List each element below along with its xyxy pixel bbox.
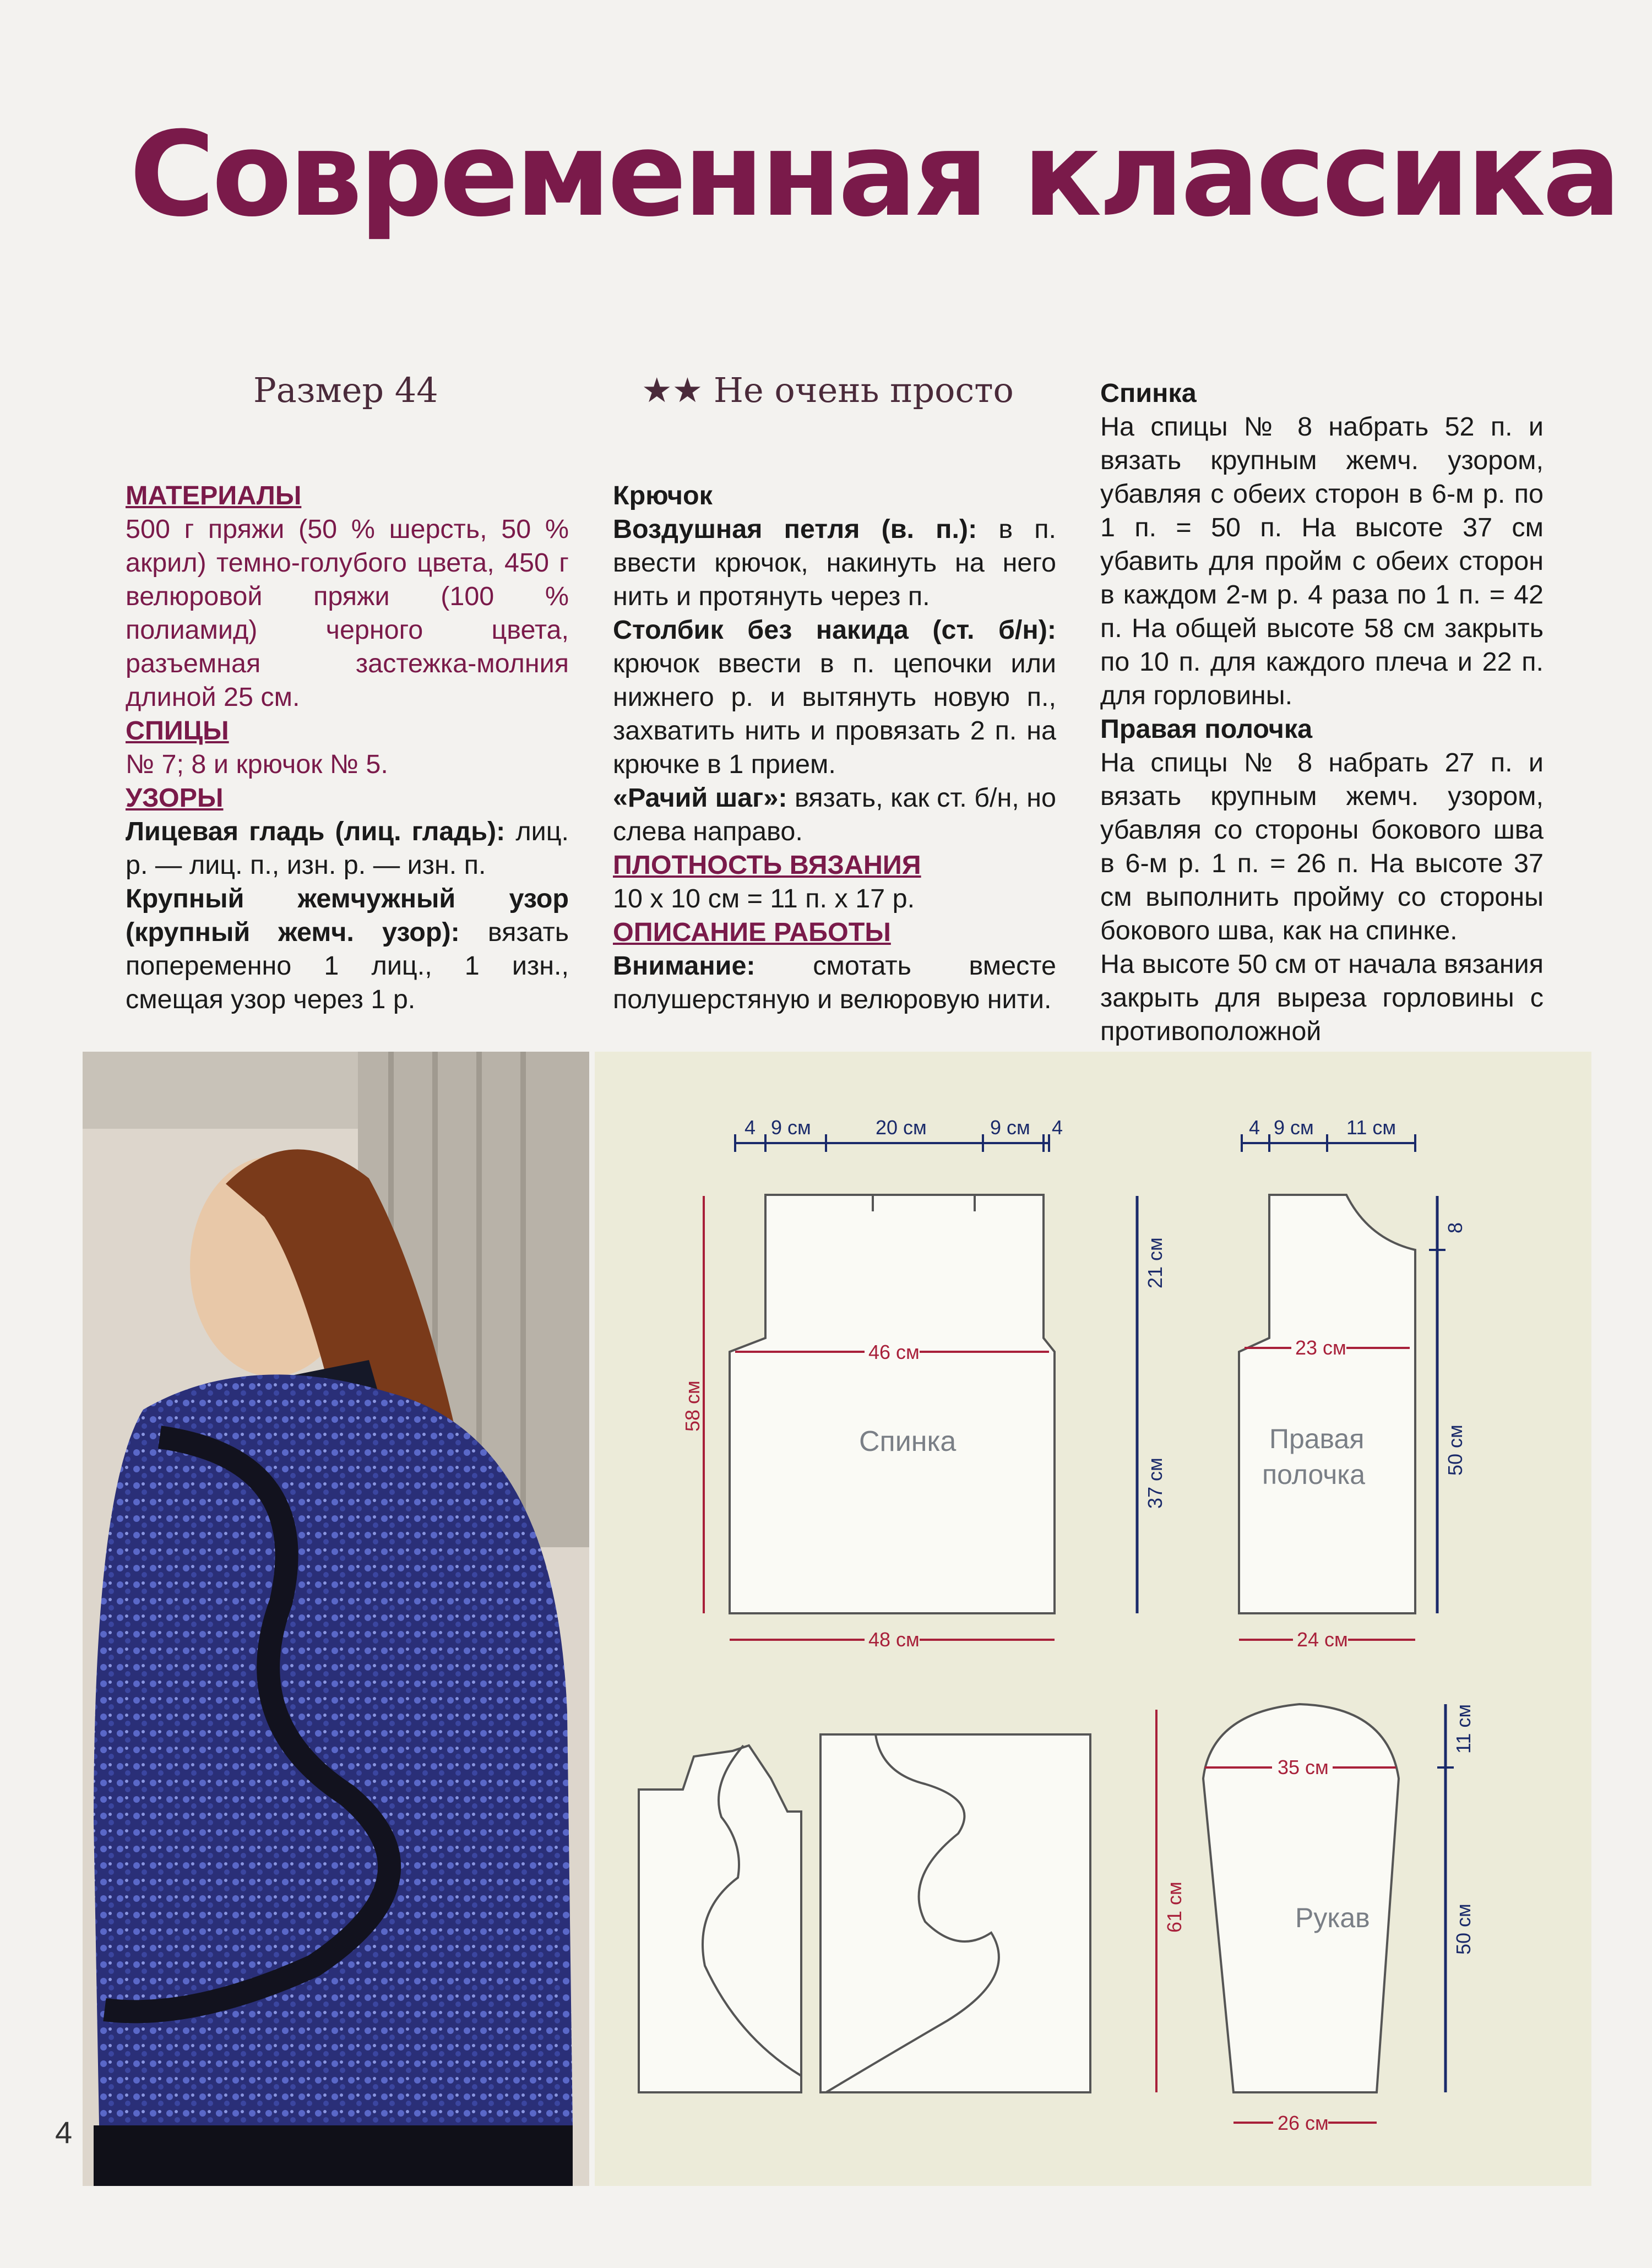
back-schematic <box>681 1116 1166 1654</box>
paragraph: 10 х 10 см = 11 п. х 17 р. <box>613 884 915 913</box>
front-width-mid: 23 см <box>1295 1336 1346 1359</box>
model-photo-illustration <box>83 1052 589 2186</box>
front-top-dim-2: 11 см <box>1346 1116 1396 1139</box>
front-width-bottom: 24 см <box>1297 1628 1348 1651</box>
term: «Рачий шаг»: <box>613 783 787 813</box>
definition: крючок ввести в п. цепочки или нижнего р. и вытянуть новую п., захватить нить и провязать 2 п. на крючке в 1 прием. <box>613 649 1056 779</box>
front-height-upper: 8 <box>1444 1222 1466 1233</box>
page-number: 4 <box>55 2115 73 2150</box>
back-top-dim-3: 9 см <box>990 1116 1030 1139</box>
back-top-dim-4: 4 <box>1052 1116 1063 1139</box>
sleeve-height-cap: 11 см <box>1452 1704 1475 1754</box>
definition: вязать, как ст. б/н, но слева направо. <box>613 783 1056 846</box>
back-height-lower: 37 см <box>1144 1457 1166 1509</box>
front-top-dim-1: 9 см <box>1274 1116 1314 1139</box>
front-height-total: 50 см <box>1444 1424 1466 1476</box>
definition: лиц. р. — лиц. п., изн. р. — изн. п. <box>126 817 569 880</box>
pattern-diagrams <box>595 1052 1591 2186</box>
definition: вязать попеременно 1 лиц., 1 изн., смещая узор через 1 р. <box>126 917 569 1014</box>
paragraph: На спицы № 8 набрать 52 п. и вязать крупным жемч. узором, убавляя с обеих сторон в 6-м р. по 1 п. = 50 п. На высоте 37 см убавить для пройм с обеих сторон в каждом 2-м р. 4 раза по 1 п. = 42 п. На общей высоте 58 см закрыть по 10 п. для каждого плеча и 22 п. для горловины. <box>1100 412 1544 710</box>
difficulty-label: Не очень просто <box>713 370 1014 410</box>
sleeve-width-top: 35 см <box>1278 1756 1329 1778</box>
paragraph: 500 г пряжи (50 % шерсть, 50 % акрил) темно-голубого цвета, 450 г велюровой пряжи (100 % полиамид) черного цвета, разъемная застежка-молния длиной 25 см. <box>126 514 569 712</box>
size-label: Размер 44 <box>253 370 438 410</box>
term: Воздушная петля (в. п.): <box>613 514 977 544</box>
definition: в п. ввести крючок, накинуть на него нить и протянуть через п. <box>613 514 1057 611</box>
paragraph <box>613 949 1056 1016</box>
term: Крупный жемчужный узор (крупный жемч. узор): <box>126 884 569 947</box>
paragraph: № 7; 8 и крючок № 5. <box>126 749 388 779</box>
section-heading: Правая полочка <box>1100 714 1313 744</box>
section-heading: ОПИСАНИЕ РАБОТЫ <box>613 917 891 947</box>
column-instructions <box>1100 377 1544 1048</box>
term: Лицевая гладь (лиц. гладь): <box>126 817 506 846</box>
column-technique <box>613 479 1056 1016</box>
back-width-bottom: 48 см <box>868 1628 920 1651</box>
section-heading: Спинка <box>1100 378 1197 408</box>
back-height-upper: 21 см <box>1144 1237 1166 1288</box>
front-schematic <box>1239 1116 1466 1654</box>
paragraph <box>613 513 1056 613</box>
paragraph: На высоте 50 см от начала вязания закрыть для выреза горловины с противоположной <box>1100 949 1544 1046</box>
difficulty <box>642 370 1014 410</box>
model-photo <box>83 1052 589 2186</box>
back-top-dim-2: 20 см <box>876 1116 927 1139</box>
term: Столбик без накида (ст. б/н): <box>613 615 1056 645</box>
back-height-total: 58 см <box>681 1380 704 1432</box>
paragraph: На спицы № 8 набрать 27 п. и вязать крупным жемч. узором, убавляя со стороны бокового шва в 6-м р. 1 п. = 26 п. На высоте 37 см выполнить пройму со стороны бокового шва, как на спинке. <box>1100 748 1544 945</box>
section-heading: УЗОРЫ <box>126 783 224 813</box>
back-top-dim-1: 9 см <box>771 1116 811 1139</box>
section-heading: ПЛОТНОСТЬ ВЯЗАНИЯ <box>613 850 921 880</box>
back-top-dim-0: 4 <box>745 1116 756 1139</box>
paragraph <box>613 781 1056 849</box>
term: Внимание: <box>613 951 756 981</box>
sleeve-height-lower: 50 см <box>1452 1903 1475 1955</box>
front-label-line1: Правая <box>1269 1423 1365 1454</box>
page-title: Современная классика <box>129 106 1618 242</box>
sleeve-height-total: 61 см <box>1163 1881 1186 1933</box>
front-top-dim-0: 4 <box>1249 1116 1260 1139</box>
column-materials <box>126 479 569 1016</box>
back-width-mid: 46 см <box>868 1341 920 1363</box>
difficulty-stars-icon: ★★ <box>642 370 703 410</box>
definition: смотать вместе полушерстяную и велюровую нити. <box>613 951 1056 1014</box>
front-label-line2: полочка <box>1262 1459 1366 1490</box>
cutting-layout-schematic <box>639 1734 1090 2092</box>
section-heading: МАТЕРИАЛЫ <box>126 481 302 510</box>
back-label: Спинка <box>859 1426 957 1457</box>
sleeve-schematic <box>1156 1704 1475 2136</box>
sleeve-label: Рукав <box>1295 1902 1370 1933</box>
paragraph <box>126 882 569 1016</box>
paragraph <box>613 613 1056 781</box>
section-heading: Крючок <box>613 481 713 510</box>
paragraph <box>126 815 569 882</box>
section-heading: СПИЦЫ <box>126 716 229 746</box>
schematic-drawings <box>595 1052 1591 2186</box>
sleeve-width-bottom: 26 см <box>1278 2112 1329 2134</box>
